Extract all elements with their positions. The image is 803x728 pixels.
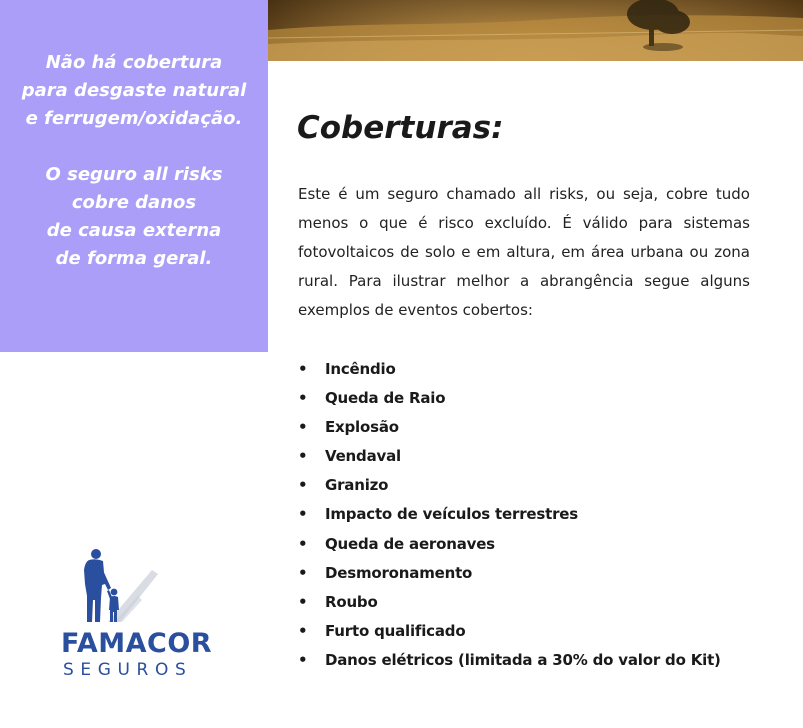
bullet-icon: •: [298, 447, 308, 466]
bullet-icon: •: [298, 389, 308, 408]
callout-box: [0, 0, 268, 352]
bullet-icon: •: [298, 650, 308, 669]
bullet-icon: •: [298, 505, 308, 524]
bullet-icon: •: [298, 418, 308, 437]
list-item: • Desmoronamento: [298, 559, 721, 588]
wheat-field-image: [268, 0, 803, 61]
logo-subtitle: SEGUROS: [63, 660, 193, 680]
list-item: • Impacto de veículos terrestres: [298, 500, 721, 529]
page-title: Coberturas:: [297, 110, 504, 146]
list-item: • Queda de aeronaves: [298, 530, 721, 559]
adult-and-child-silhouette-icon: [78, 548, 158, 624]
callout-allrisks-text: O seguro all risks cobre danos de causa externa de forma geral.: [45, 164, 223, 269]
callout-exclusion-text: Não há cobertura para desgaste natural e ferrugem/oxidação.: [21, 52, 247, 129]
bullet-icon: •: [298, 621, 308, 640]
list-item: • Roubo: [298, 588, 721, 617]
logo-name: FAMACOR: [61, 628, 213, 659]
bullet-icon: •: [298, 476, 308, 495]
bullet-icon: •: [298, 563, 308, 582]
bullet-icon: •: [298, 360, 308, 378]
header-field-photo: [268, 0, 803, 61]
list-item: • Incêndio: [298, 355, 721, 384]
list-item: • Queda de Raio: [298, 384, 721, 413]
list-item: • Granizo: [298, 471, 721, 500]
list-item: • Explosão: [298, 413, 721, 442]
list-item: • Furto qualificado: [298, 617, 721, 646]
bullet-icon: •: [298, 592, 308, 611]
list-item: • Danos elétricos (limitada a 30% do valor do Kit): [298, 646, 721, 675]
famacor-logo: [56, 548, 226, 688]
list-item: • Vendaval: [298, 442, 721, 471]
coverage-list: [298, 355, 721, 675]
bullet-icon: •: [298, 534, 308, 553]
intro-paragraph: Este é um seguro chamado all risks, ou seja, cobre tudo menos o que é risco excluído. É válido para sistemas fotovoltaicos de solo e em altura, em área urbana ou zona rural. Para ilustrar melhor a abrangência segue alguns exemplos de eventos cobertos:: [298, 185, 750, 319]
